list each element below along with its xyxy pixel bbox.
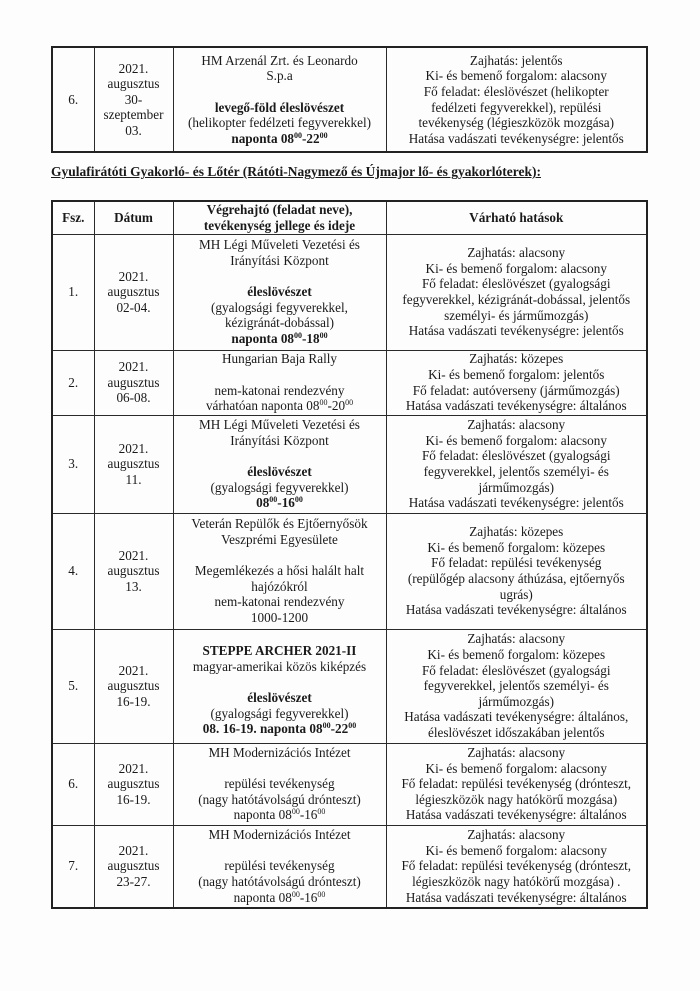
exercise-name: STEPPE ARCHER 2021-II [202,643,357,659]
date-line: 02-04. [116,299,151,315]
effect-line: Hatása vadászati tevékenységre: általános [405,807,627,823]
activity-time: 1000-1200 [250,609,309,625]
effect-line: Zajhatás: alacsony [467,417,566,433]
row-effects [386,513,647,629]
effect-line: Zajhatás: alacsony [467,745,566,761]
header-actor [173,201,386,234]
row-number: 6. [52,743,94,825]
date-line: 11. [125,471,142,487]
actor-line: magyar-amerikai közös kiképzés [192,658,367,674]
activity-detail: (gyalogsági fegyverekkel, [211,299,348,315]
actor-line: Veterán Repülők és Ejtőernyősök [191,516,368,532]
date-line: 2021. [118,359,149,375]
date-line: 16-19. [116,791,151,807]
actor-line: S.p.a [266,68,293,84]
row-effects [386,825,647,908]
row-activity [173,825,386,908]
effect-line: Hatása vadászati tevékenységre: jelentős [408,130,624,146]
date-line: 2021. [118,268,149,284]
effect-line: légieszközök nagy hatókörű mozgása) . [412,874,621,890]
activity-detail: hajózókról [251,578,308,594]
previous-range-table [51,46,648,153]
date-line: augusztus [107,76,160,92]
row-activity [173,47,386,152]
effect-line: Ki- és bemenő forgalom: alacsony [425,68,607,84]
row-activity [173,629,386,743]
effect-line: Hatása vadászati tevékenységre: általános [405,398,627,414]
activity-detail: repülési tevékenység [224,776,335,792]
date-line: augusztus [107,284,160,300]
activity-time: naponta $08^{00}-16^{00}$ [233,807,326,823]
effect-line: Ki- és bemenő forgalom: alacsony [425,842,607,858]
effect-line: Ki- és bemenő forgalom: alacsony [425,760,607,776]
activity-detail: (helikopter fedélzeti fegyverekkel) [187,115,372,131]
effect-line: fegyverekkel, jelentős személyi- és [423,464,609,479]
header-actor-line: tevékenység jellege és ideje [203,217,356,233]
row-activity [173,350,386,415]
activity-time: $08^{00}-16^{00}$ [256,495,303,511]
activity-time: várhatóan naponta $08^{00}-20^{00}$ [205,398,354,414]
actor-line: MH Légi Műveleti Vezetési és [199,237,360,253]
date-line: augusztus [107,374,160,390]
row-date [94,629,173,743]
row-date [94,350,173,415]
activity-detail: nem-katonai rendezvény [214,594,345,610]
row-number: 7. [52,825,94,908]
effect-line: Ki- és bemenő forgalom: közepes [427,647,606,663]
row-activity [173,513,386,629]
date-line: szeptember [103,107,164,123]
row-activity [173,743,386,825]
header-effects: Várható hatások [386,201,647,234]
row-number: 6. [52,47,94,152]
effect-line: fedélzeti fegyverekkel), repülési [431,99,602,115]
header-no: Fsz. [52,201,94,234]
activity-detail: (gyalogsági fegyverekkel) [210,479,349,495]
effect-line: Zajhatás: közepes [469,351,564,367]
row-number: 1. [52,234,94,350]
row-number: 3. [52,415,94,513]
activity-detail: kézigránát-dobással) [224,315,335,331]
effect-line: Fő feladat: repülési tevékenység (drónteszt, [401,776,632,792]
effect-line: Zajhatás: alacsony [467,245,566,261]
date-line: 2021. [118,60,149,76]
date-line: 03. [125,122,142,138]
effect-line: fegyverekkel, kézigránát-dobással, jelentős [402,292,631,307]
date-line: augusztus [107,563,160,579]
effect-line: Fő feladat: éleslövészet (gyalogsági [421,662,611,678]
row-effects [386,350,647,415]
effect-line: Zajhatás: közepes [469,524,564,540]
activity-title: levegő-föld éleslövészet [214,99,345,115]
header-date: Dátum [94,201,173,234]
effect-line: Hatása vadászati tevékenységre: jelentős [408,323,624,339]
table-header-row [52,201,647,234]
table-row [52,234,647,350]
row-effects [386,234,647,350]
table-row [52,513,647,629]
row-number: 2. [52,350,94,415]
row-date [94,513,173,629]
date-line: 23-27. [116,874,151,890]
date-line: 16-19. [116,693,151,709]
effect-line: Zajhatás: jelentős [469,52,563,68]
date-line: 2021. [118,760,149,776]
actor-line: Irányítási Központ [230,432,329,448]
date-line: 2021. [118,842,149,858]
table-row [52,350,647,415]
activity-title: éleslövészet [247,284,312,300]
date-line: 30- [124,91,143,107]
row-number: 5. [52,629,94,743]
table-row [52,47,647,152]
effect-line: Fő feladat: repülési tevékenység (drónteszt, [401,858,632,874]
date-line: augusztus [107,776,160,792]
actor-line: MH Modernizációs Intézet [208,745,351,761]
activity-detail: Megemlékezés a hősi halált halt [194,563,365,579]
effect-line: ugrás) [499,586,533,602]
effect-line: Ki- és bemenő forgalom: jelentős [428,366,605,382]
effect-line: járműmozgás) [478,479,554,495]
row-date [94,743,173,825]
row-effects [386,415,647,513]
date-line: augusztus [107,678,160,694]
actor-line: MH Modernizációs Intézet [208,827,351,843]
effect-line: Ki- és bemenő forgalom: közepes [427,539,606,555]
date-line: 06-08. [116,390,151,406]
row-date [94,415,173,513]
activity-title: éleslövészet [247,690,312,705]
date-line: augusztus [107,858,160,874]
effect-line: éleslövészet időszakában jelentős [428,724,605,740]
actor-line: Hungarian Baja Rally [222,351,337,367]
effect-line: Fő feladat: repülési tevékenység [431,555,602,571]
table-row [52,629,647,743]
effect-line: Hatása vadászati tevékenységre: jelentős [408,495,624,511]
effect-line: Zajhatás: alacsony [467,827,566,843]
activity-title: éleslövészet [247,464,312,479]
effect-line: Hatása vadászati tevékenységre: általános [405,602,627,618]
activity-detail: (nagy hatótávolságú drónteszt) [198,874,361,890]
actor-line: Irányítási Központ [230,253,329,269]
date-line: 2021. [118,440,149,456]
schedule-table [51,200,648,909]
activity-time: naponta $08^{00}-22^{00}$ [231,130,328,146]
activity-time: naponta $08^{00}-16^{00}$ [233,889,326,905]
row-effects [386,47,647,152]
date-line: augusztus [107,456,160,472]
row-number: 4. [52,513,94,629]
table-row [52,743,647,825]
effect-line: Ki- és bemenő forgalom: alacsony [425,260,607,276]
activity-detail: repülési tevékenység [224,858,335,874]
effect-line: (repülőgép alacsony áthúzása, ejtőernyős [407,571,625,586]
effect-line: légieszközök nagy hatókörű mozgása) [415,791,618,807]
date-line: 13. [125,578,142,594]
activity-detail: (gyalogsági fegyverekkel) [210,705,349,721]
actor-line: HM Arzenál Zrt. és Leonardo [201,52,358,68]
activity-time: naponta $08^{00}-18^{00}$ [231,330,328,346]
effect-line: Hatása vadászati tevékenységre: általános [405,889,627,905]
effect-line: Fő feladat: éleslövészet (gyalogsági [421,448,611,464]
effect-line: személyi- és járműmozgás) [444,307,589,323]
row-effects [386,743,647,825]
row-activity [173,234,386,350]
row-date [94,47,173,152]
table-row [52,825,647,908]
activity-time: 08. 16-19. naponta $08^{00}-22^{00}$ [202,721,357,737]
effect-line: járműmozgás) [478,693,554,709]
effect-line: Hatása vadászati tevékenységre: általános, [404,709,629,725]
activity-detail: nem-katonai rendezvény [214,382,345,398]
effect-line: Fő feladat: autóverseny (járműmozgás) [412,382,620,398]
effect-line: Ki- és bemenő forgalom: alacsony [425,432,607,448]
row-effects [386,629,647,743]
row-activity [173,415,386,513]
row-date [94,234,173,350]
table-row [52,415,647,513]
header-actor-line: Végrehajtó (feladat neve), [206,202,353,218]
effect-line: Zajhatás: alacsony [467,631,566,647]
actor-line: Veszprémi Egyesülete [221,532,338,548]
date-line: 2021. [118,547,149,563]
actor-line: MH Légi Műveleti Vezetési és [199,417,360,433]
effect-line: fegyverekkel, jelentős személyi- és [423,678,609,694]
effect-line: tevékenység (légieszközök mozgása) [418,115,615,131]
effect-line: Fő feladat: éleslövészet (helikopter [423,83,609,99]
section-heading: Gyulafirátóti Gyakorló- és Lőtér (Rátóti-Nagymező és Újmajor lő- és gyakorlóterek): [51,164,542,179]
activity-detail: (nagy hatótávolságú drónteszt) [198,791,361,807]
effect-line: Fő feladat: éleslövészet (gyalogsági [421,276,611,292]
row-date [94,825,173,908]
date-line: 2021. [118,662,149,678]
